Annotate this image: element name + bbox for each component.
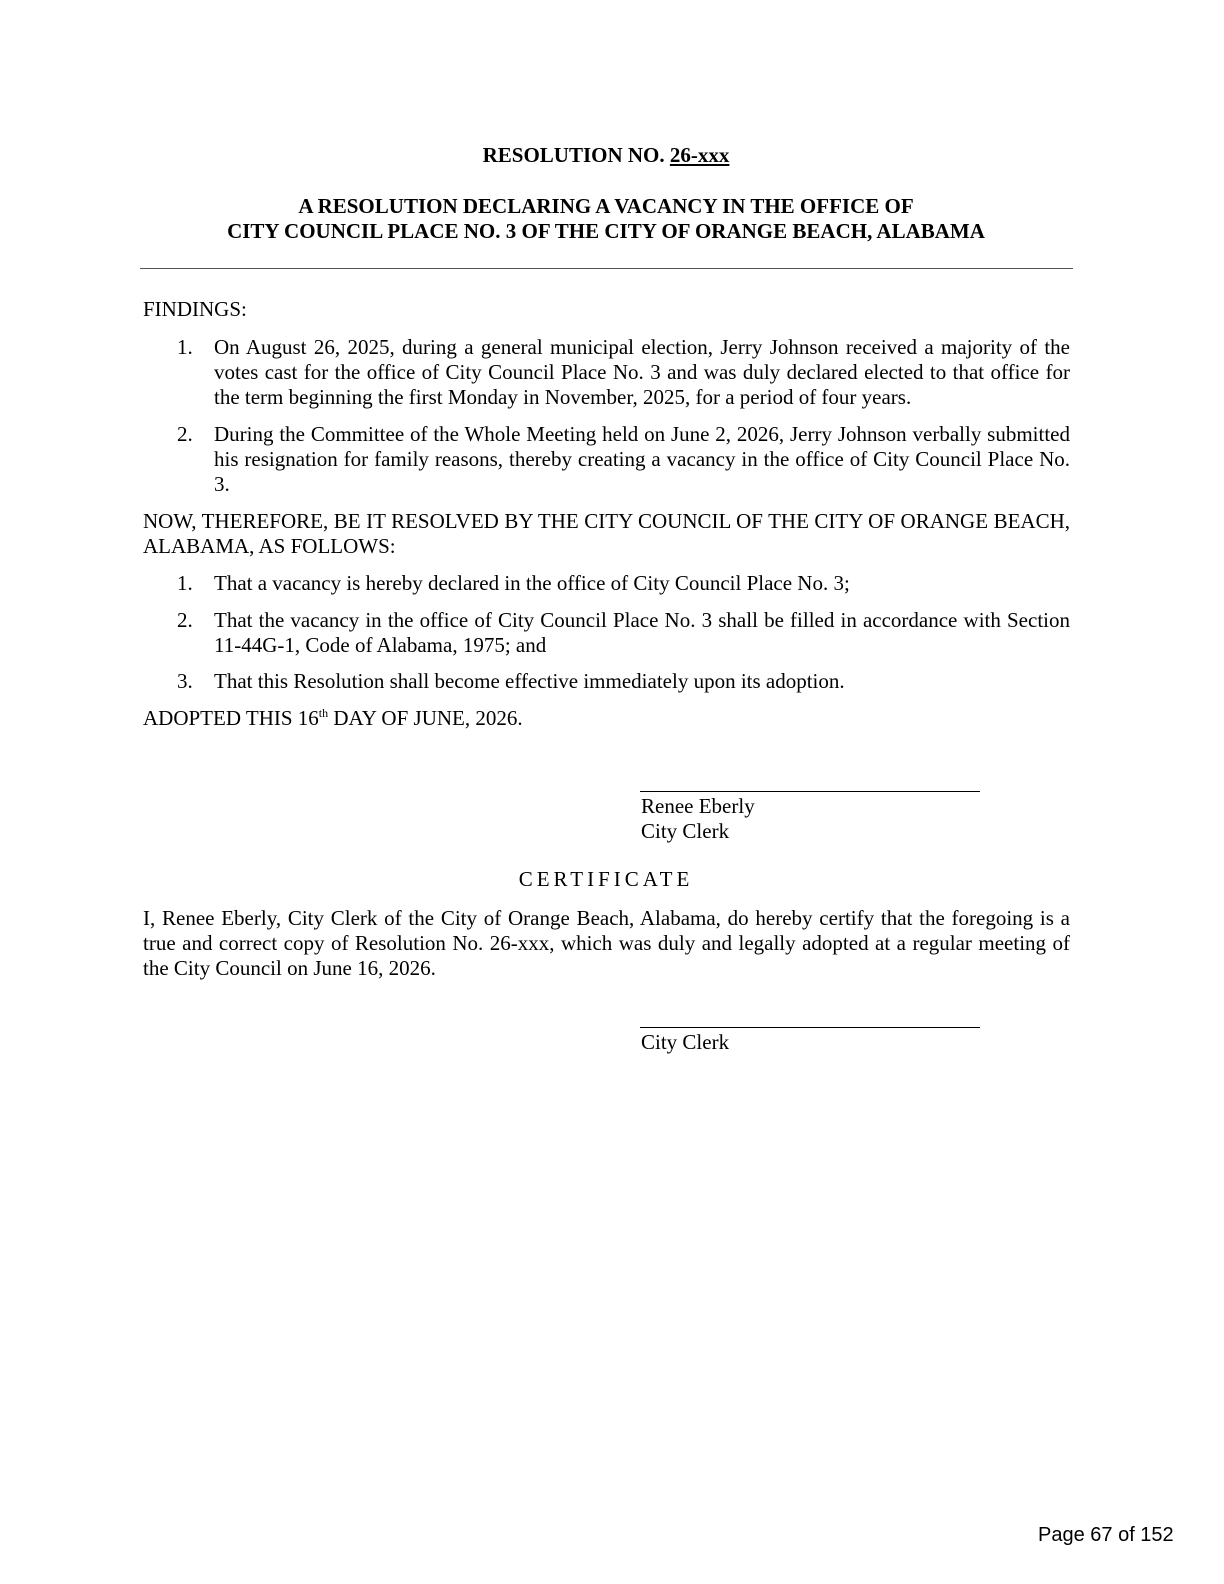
findings-item-1	[177, 335, 1070, 410]
header-divider	[140, 268, 1073, 269]
resolved-heading: NOW, THEREFORE, BE IT RESOLVED BY THE CITY COUNCIL OF THE CITY OF ORANGE BEACH, ALABAMA, AS FOLLOWS:	[143, 509, 1070, 558]
findings-item-text: On August 26, 2025, during a general municipal election, Jerry Johnson received a majority of the votes cast for the office of City Council Place No. 3 and was duly declared elected to that office for the term beginning the first Monday in November, 2025, for a period of four years.	[214, 335, 1070, 409]
signature-block-2	[641, 1030, 729, 1055]
signer-title: City Clerk	[641, 819, 730, 843]
findings-item-text: During the Committee of the Whole Meeting held on June 2, 2026, Jerry Johnson verbally submitted his resignation for family reasons, thereby creating a vacancy in the office of City Council Place No. 3.	[214, 422, 1070, 496]
resolved-item-1	[177, 571, 1070, 596]
signature-line-1	[640, 791, 980, 792]
adopted-date	[143, 706, 1070, 731]
resolved-item-number: 1.	[177, 571, 193, 595]
resolved-item-number: 2.	[177, 608, 193, 632]
resolved-item-2	[177, 608, 1070, 658]
signer-title: City Clerk	[641, 1030, 730, 1054]
title-prefix: RESOLUTION NO.	[482, 143, 665, 167]
adopted-ordinal: th	[318, 706, 329, 720]
resolved-item-text: That this Resolution shall become effective immediately upon its adoption.	[214, 669, 845, 693]
certificate-text: I, Renee Eberly, City Clerk of the City of Orange Beach, Alabama, do hereby certify that the foregoing is a true and correct copy of Resolution No. 26-xxx, which was duly and legally adopted at a regular meeting of the City Council on June 16, 2026.	[143, 906, 1070, 980]
resolved-item-text: That a vacancy is hereby declared in the office of City Council Place No. 3;	[214, 571, 850, 595]
adopted-suffix: DAY OF JUNE, 2026.	[328, 706, 523, 730]
findings-item-number: 2.	[177, 422, 193, 446]
page-number: Page 67 of 152	[1038, 1524, 1174, 1546]
subtitle-line-1: A RESOLUTION DECLARING A VACANCY IN THE OFFICE OF	[298, 194, 914, 218]
findings-item-number: 1.	[177, 335, 193, 359]
subtitle-line-2: CITY COUNCIL PLACE NO. 3 OF THE CITY OF ORANGE BEACH, ALABAMA	[227, 219, 985, 243]
findings-item-2	[177, 422, 1070, 497]
resolution-title	[0, 143, 1212, 168]
resolution-number: 26-xxx	[669, 143, 730, 167]
resolved-item-text: That the vacancy in the office of City Council Place No. 3 shall be filled in accordance with Section 11-44G-1, Code of Alabama, 1975; and	[214, 608, 1070, 657]
findings-heading: FINDINGS:	[143, 297, 247, 321]
signature-line-2	[640, 1027, 980, 1028]
resolved-item-number: 3.	[177, 669, 193, 693]
certificate-heading: CERTIFICATE	[518, 867, 694, 891]
signer-name: Renee Eberly	[641, 794, 755, 818]
signature-block-1	[641, 794, 755, 844]
adopted-prefix: ADOPTED THIS 16	[143, 706, 319, 730]
resolution-subtitle	[0, 194, 1212, 244]
resolved-item-3	[177, 669, 1070, 694]
